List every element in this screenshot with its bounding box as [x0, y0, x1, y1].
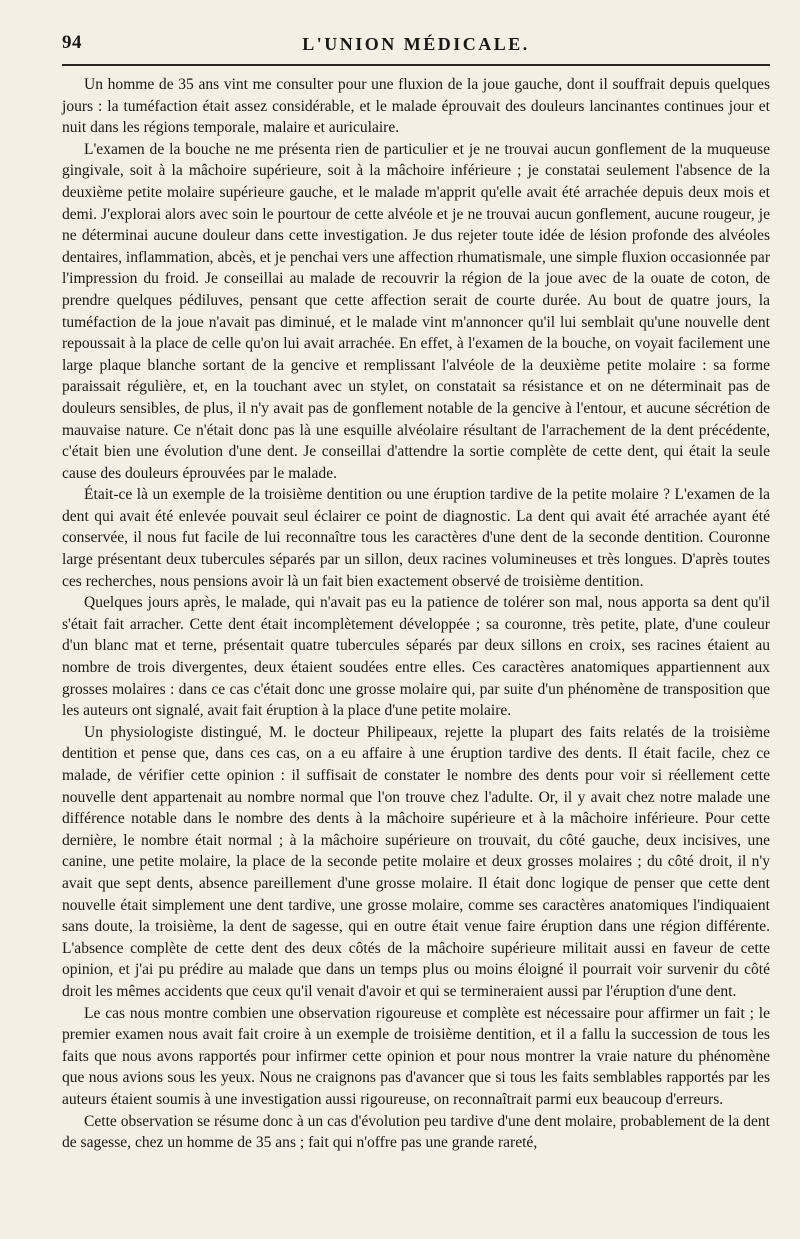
page-header — [62, 32, 770, 58]
paragraph: Cette observation se résume donc à un cas d'évolution peu tardive d'une dent molaire, probablement de la dent de sagesse, chez un homme de 35 ans ; fait qui n'offre pas une grande rareté, — [62, 1112, 770, 1152]
paragraph: Un homme de 35 ans vint me consulter pour une fluxion de la joue gauche, dont il souffrait depuis quelques jours : la tuméfaction était assez considérable, et le malade éprouvait des douleurs lancinantes continues jour et nuit dans les régions temporale, malaire et auriculaire. — [62, 76, 770, 137]
running-title: L'UNION MÉDICALE. — [302, 34, 530, 54]
paragraph: Un physiologiste distingué, M. le docteur Philipeaux, rejette la plupart des faits relatés de la troisième dentition et pense que, dans ces cas, on a eu affaire à une éruption tardive des dents. Il était facile, chez ce malade, de vérifier cette opinion : il suffisait de constater le nombre des dents pour voir si réellement cette nouvelle dent appartenait au nombre normal que l'on trouve chez l'adulte. Or, il y avait chez notre malade une différence notable dans le nombre des dents à la mâchoire supérieure et à la mâchoire inférieure. Pour cette dernière, le nombre était normal ; à la mâchoire supérieure on trouvait, du côté gauche, deux incisives, une canine, une petite molaire, la place de la seconde petite molaire et deux grosses molaires ; du côté droit, il n'y avait que sept dents, absence pareillement d'une grosse molaire. Il était donc logique de penser que cette dent nouvelle était simplement une dent tardive, une grosse molaire, comme ses caractères anatomiques l'indiquaient sans doute, la troisième, la dent de sagesse, qui en outre était venue faire éruption dans une région différente. L'absence complète de cette dent des deux côtés de la mâchoire supérieure militait aussi en faveur de cette opinion, et j'ai pu prédire au malade que dans un temps plus ou moins éloigné il pourrait voir survenir du côté droit les mêmes accidents que ceux qu'il venait d'avoir et qui se termineraient aussi par l'éruption d'une dent. — [62, 723, 770, 1000]
article-body — [62, 74, 770, 1154]
page-number: 94 — [62, 32, 82, 53]
paragraph: Le cas nous montre combien une observation rigoureuse et complète est nécessaire pour affirmer un fait ; le premier examen nous avait fait croire à un exemple de troisième dentition, et il a fallu la succession de tous les faits que nous avons rapportés pour infirmer cette opinion et pour nous montrer la vraie nature du phénomène que nous avions sous les yeux. Nous ne craignons pas d'avancer que si tous les faits semblables rapportés par les auteurs étaient soumis à une investigation aussi rigoureuse, on reconnaîtrait parmi eux beaucoup d'erreurs. — [62, 1004, 770, 1108]
paragraph: Était-ce là un exemple de la troisième dentition ou une éruption tardive de la petite molaire ? L'examen de la dent qui avait été enlevée pouvait seul éclairer ce point de diagnostic. La dent qui avait été arrachée ayant été conservée, il nous fut facile de lui reconnaître tous les caractères d'une dent de la seconde dentition. Couronne large présentant deux tubercules séparés par un sillon, deux racines volumineuses et très longues. D'après toutes ces recherches, nous pensions avoir là un fait bien exactement observé de troisième dentition. — [62, 486, 770, 590]
paragraph: L'examen de la bouche ne me présenta rien de particulier et je ne trouvai aucun gonflement de la muqueuse gingivale, soit à la mâchoire supérieure, soit à la mâchoire inférieure ; je constatai seulement l'absence de la deuxième petite molaire supérieure gauche, et le malade m'apprit qu'elle avait été arrachée depuis deux mois et demi. J'explorai alors avec soin le pourtour de cette alvéole et je ne trouvai aucun gonflement, aucune rougeur, je ne déterminai aucune douleur dans cette investigation. Je dus rejeter toute idée de lésion profonde des alvéoles dentaires, inflammation, abcès, et je penchai vers une affection rhumatismale, une simple fluxion occasionnée par l'impression du froid. Je conseillai au malade de recouvrir la région de la joue avec de la ouate de coton, de prendre quelques pédiluves, pensant que cette affection serait de courte durée. Au bout de quatre jours, la tuméfaction de la joue n'avait pas diminué, et le malade vint m'annoncer qu'il lui semblait qu'une nouvelle dent repoussait à la place de celle qu'on lui avait arrachée. En effet, à l'examen de la bouche, on voyait facilement une large plaque blanche sortant de la gencive et remplissant l'alvéole de la deuxième petite molaire : sa forme paraissait régulière, et, en la touchant avec un stylet, on constatait sa résistance et on ne déterminait pas de douleurs sensibles, de plus, il n'y avait pas de gonflement notable de la gencive à l'entour, et aucune sécrétion de mauvaise nature. Ce n'était donc pas là une esquille alvéolaire résultant de l'arrachement de la dent précédente, c'était bien une évolution d'une dent. Je conseillai d'attendre la sortie complète de cette dent, qui était la seule cause des douleurs éprouvées par le malade. — [62, 140, 770, 482]
header-rule — [62, 64, 770, 66]
paragraph: Quelques jours après, le malade, qui n'avait pas eu la patience de tolérer son mal, nous apporta sa dent qu'il s'était fait arracher. Cette dent était incomplètement développée ; sa couronne, très petite, plate, d'une couleur d'un blanc mat et terne, présentait quatre tubercules séparés par deux sillons en croix, ses racines étaient au nombre de trois divergentes, deux étaient soudées entre elles. Ces caractères anatomiques appartiennent aux grosses molaires : dans ce cas c'était donc une grosse molaire qui, par suite d'un phénomène de transposition que les auteurs ont signalé, avait fait éruption à la place d'une petite molaire. — [62, 594, 770, 720]
